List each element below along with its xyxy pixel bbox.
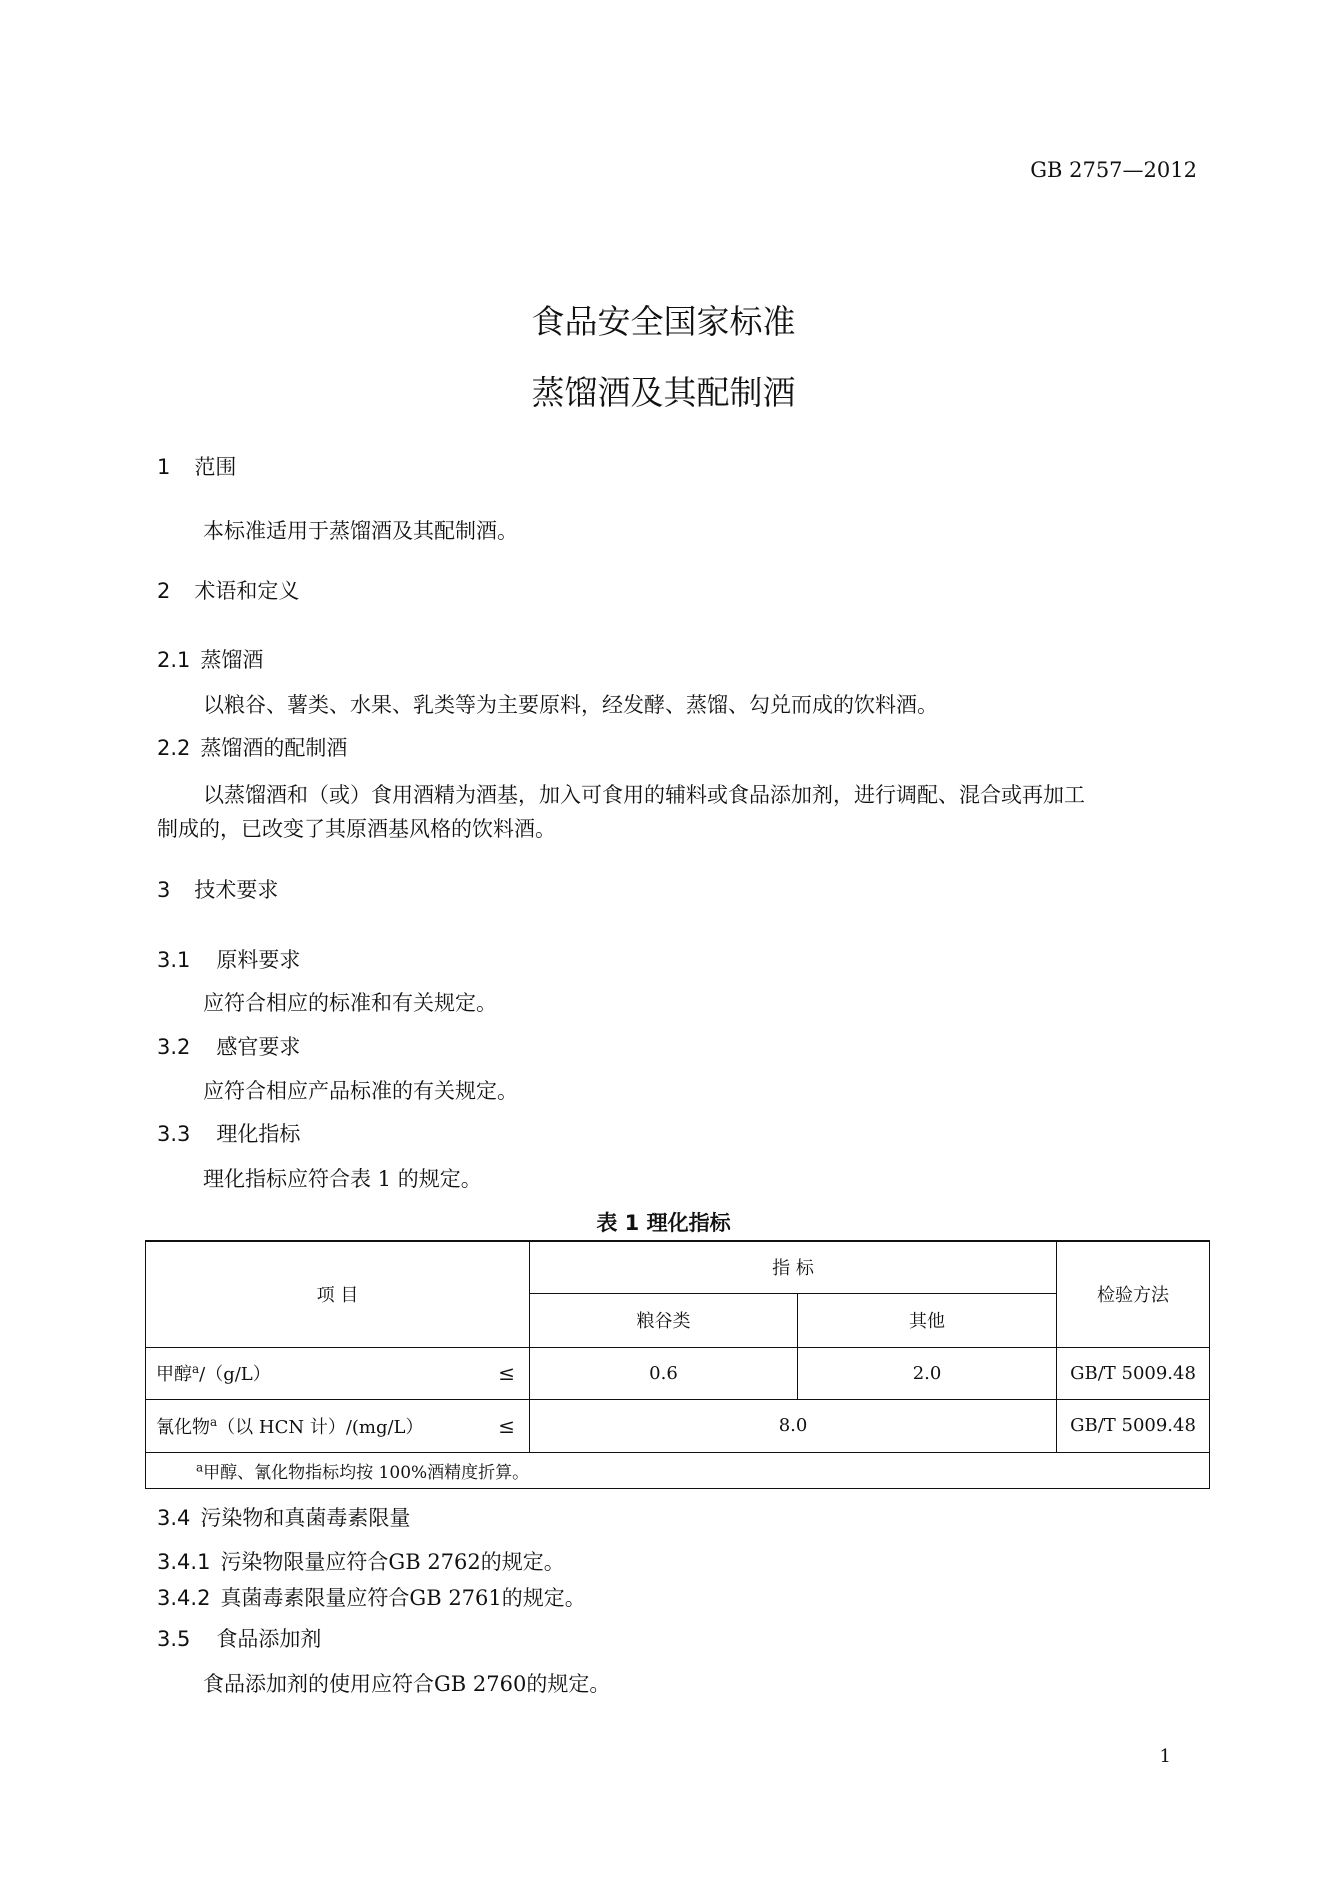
footnote-marker: a <box>196 1459 204 1474</box>
section-title: 污染物和真菌毒素限量 <box>200 1506 411 1530</box>
section-number: 3.5 <box>157 1627 191 1651</box>
value-merged: 8.0 <box>530 1399 1057 1452</box>
section-number: 3.3 <box>157 1122 191 1146</box>
footnote-marker: a <box>210 1414 218 1429</box>
section-2-1-heading <box>157 644 263 674</box>
section-body: 真菌毒素限量应符合GB 2761的规定。 <box>220 1586 586 1610</box>
section-title: 蒸馏酒的配制酒 <box>200 736 348 760</box>
section-3-4-heading <box>157 1502 410 1532</box>
table-header-row <box>146 1241 1210 1293</box>
value-other: 2.0 <box>798 1347 1057 1399</box>
section-title: 食品添加剂 <box>216 1627 322 1651</box>
section-3-2-body: 应符合相应产品标准的有关规定。 <box>203 1079 518 1103</box>
section-3-heading <box>157 874 278 904</box>
section-number: 2 <box>157 579 171 603</box>
table-note-row <box>146 1452 1210 1488</box>
row-item-cyanide <box>146 1399 530 1452</box>
section-number: 2.2 <box>157 736 191 760</box>
less-equal-symbol: ≤ <box>498 1361 515 1385</box>
section-3-5-body: 食品添加剂的使用应符合GB 2760的规定。 <box>203 1672 611 1696</box>
section-1-body: 本标准适用于蒸馏酒及其配制酒。 <box>203 519 518 543</box>
header-method: 检验方法 <box>1057 1241 1210 1347</box>
title-line-2: 蒸馏酒及其配制酒 <box>531 373 796 412</box>
less-equal-symbol: ≤ <box>498 1413 515 1438</box>
section-2-heading <box>157 575 299 605</box>
item-unit: （以 HCN 计）/(mg/L） <box>217 1416 424 1438</box>
title-line-1: 食品安全国家标准 <box>531 302 796 341</box>
header-other: 其他 <box>798 1293 1057 1347</box>
section-title: 技术要求 <box>194 878 279 902</box>
item-unit: /（g/L） <box>199 1364 271 1385</box>
standard-number: GB 2757—2012 <box>1030 158 1197 182</box>
header-grain: 粮谷类 <box>530 1293 798 1347</box>
page-number: 1 <box>1159 1746 1171 1767</box>
section-number: 3.4.2 <box>157 1586 211 1610</box>
section-2-1-body: 以粮谷、薯类、水果、乳类等为主要原料，经发酵、蒸馏、勾兑而成的饮料酒。 <box>203 693 938 717</box>
section-title: 范围 <box>194 455 237 479</box>
section-3-2-heading <box>157 1031 300 1061</box>
footnote-marker: a <box>192 1362 200 1376</box>
section-2-2-body-line-1: 以蒸馏酒和（或）食用酒精为酒基，加入可食用的辅料或食品添加剂，进行调配、混合或再加工 <box>203 783 1085 807</box>
header-item: 项 目 <box>146 1241 530 1347</box>
section-number: 3.4 <box>157 1506 191 1530</box>
table-note <box>146 1452 1210 1488</box>
section-2-2-body-line-2: 制成的，已改变了其原酒基风格的饮料酒。 <box>157 817 556 841</box>
section-number: 3.4.1 <box>157 1550 211 1574</box>
section-number: 1 <box>157 455 171 479</box>
table-row <box>146 1399 1210 1452</box>
section-title: 蒸馏酒 <box>200 648 264 672</box>
item-name: 甲醇 <box>156 1364 192 1385</box>
section-1-heading <box>157 451 236 481</box>
section-number: 3.2 <box>157 1035 191 1059</box>
section-number: 3.1 <box>157 948 191 972</box>
section-3-1-heading <box>157 944 300 974</box>
section-3-4-2 <box>157 1582 586 1612</box>
section-3-5-heading <box>157 1623 321 1653</box>
physicochemical-table <box>145 1240 1210 1489</box>
section-title: 理化指标 <box>216 1122 301 1146</box>
section-title: 感官要求 <box>216 1035 301 1059</box>
section-number: 3 <box>157 878 171 902</box>
item-name: 氰化物 <box>156 1416 210 1438</box>
value-method: GB/T 5009.48 <box>1057 1399 1210 1452</box>
section-3-1-body: 应符合相应的标准和有关规定。 <box>203 991 497 1015</box>
section-3-4-1 <box>157 1546 565 1576</box>
value-grain: 0.6 <box>530 1347 798 1399</box>
header-indicator: 指 标 <box>530 1241 1057 1293</box>
table-caption: 表 1 理化指标 <box>596 1211 731 1235</box>
note-text: 甲醇、氰化物指标均按 100%酒精度折算。 <box>203 1462 530 1483</box>
row-item-methanol <box>146 1347 530 1399</box>
section-body: 污染物限量应符合GB 2762的规定。 <box>220 1550 565 1574</box>
section-title: 术语和定义 <box>194 579 300 603</box>
section-2-2-heading <box>157 732 347 762</box>
table-row <box>146 1347 1210 1399</box>
section-number: 2.1 <box>157 648 191 672</box>
value-method: GB/T 5009.48 <box>1057 1347 1210 1399</box>
section-3-3-body: 理化指标应符合表 1 的规定。 <box>203 1167 482 1191</box>
section-3-3-heading <box>157 1118 300 1148</box>
section-title: 原料要求 <box>216 948 301 972</box>
